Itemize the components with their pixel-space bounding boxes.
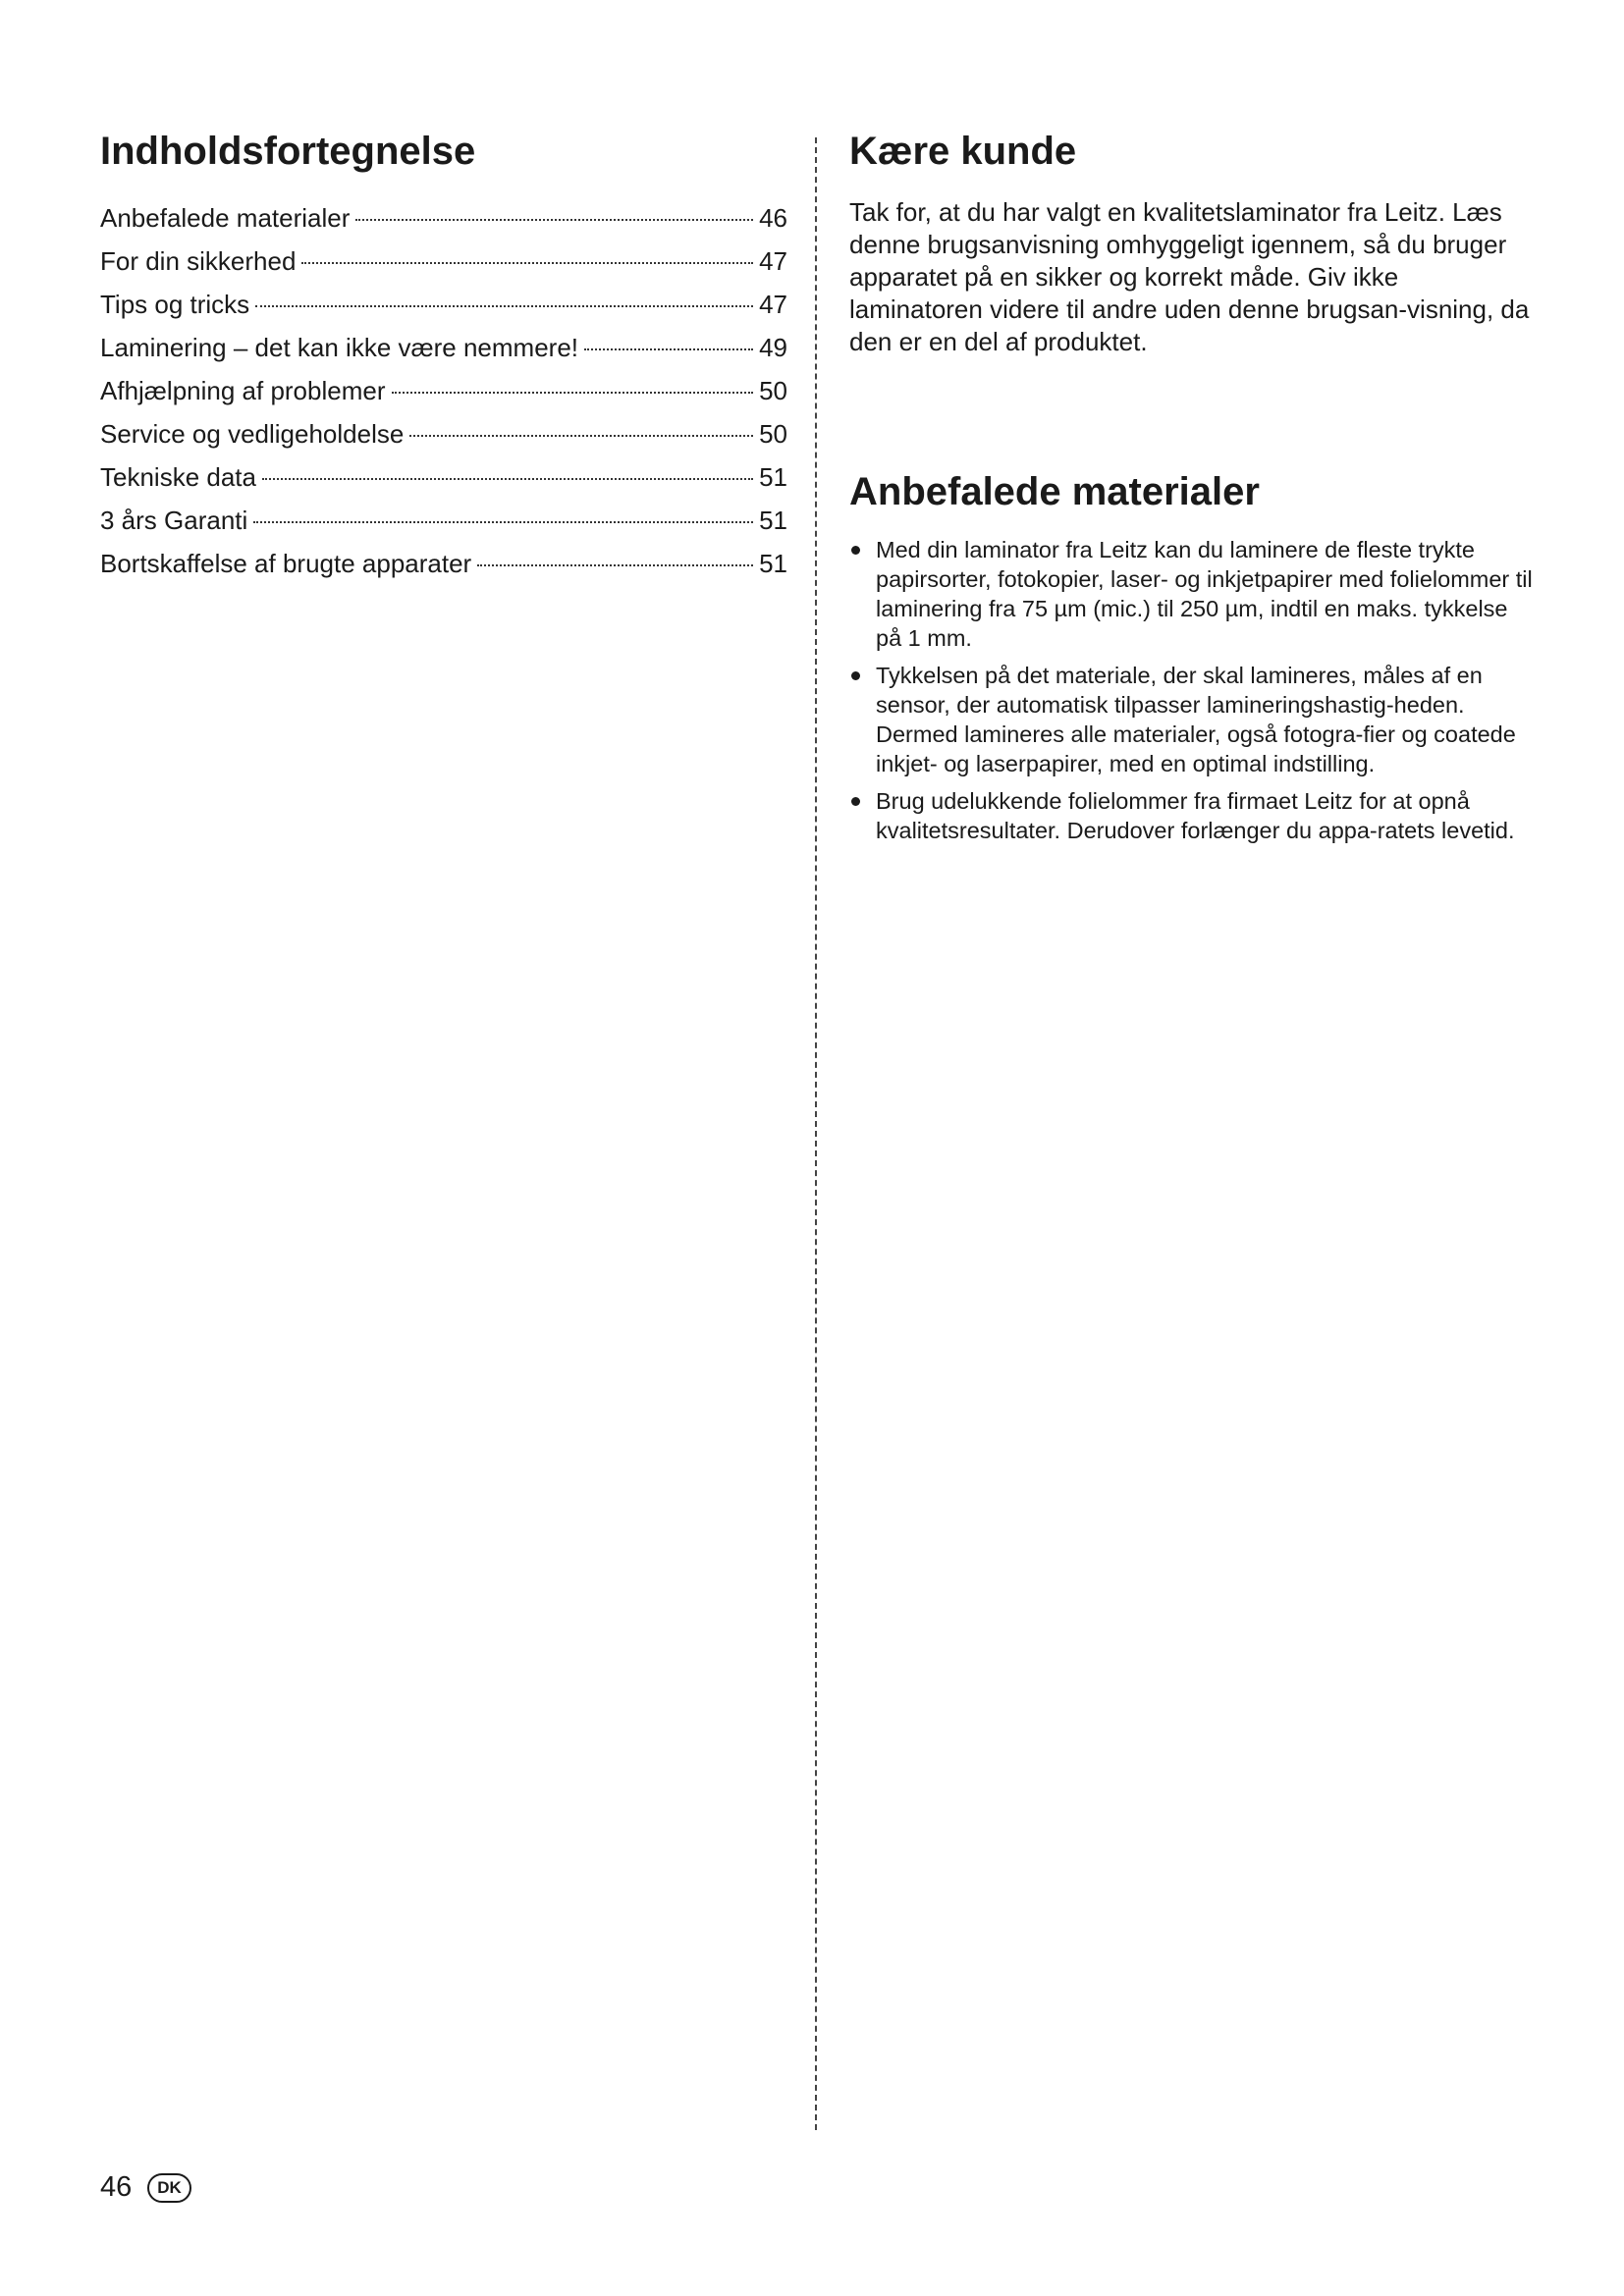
toc-leader	[262, 478, 753, 480]
toc-item[interactable]	[100, 369, 787, 412]
toc-leader	[301, 262, 753, 264]
toc-leader	[255, 305, 753, 307]
toc-item-text: Anbefalede materialer	[100, 203, 351, 233]
toc-item-text: Service og vedligeholdelse	[100, 419, 405, 449]
toc-list	[100, 196, 787, 585]
materials-list	[849, 535, 1537, 845]
toc-item[interactable]	[100, 196, 787, 240]
list-item-text: Tykkelsen på det materiale, der skal lamineres, måles af en sensor, der automatisk tilpasser lamineringshastig-heden. Dermed lamineres alle materialer, også fotogra-fier og coatede inkjet- og laserpapirer, med en optimal indstilling.	[876, 663, 1516, 776]
greeting-body: Tak for, at du har valgt en kvalitetslaminator fra Leitz. Læs denne brugsanvisning omhyggeligt igennem, så du bruger apparatet på en sikker og korrekt måde. Giv ikke laminatoren videre til andre uden denne brugsan-visning, da den er en del af produktet.	[849, 197, 1530, 356]
toc-item-page: 50	[759, 376, 787, 405]
toc-item-text: Bortskaffelse af brugte apparater	[100, 549, 472, 578]
list-item	[849, 535, 1537, 653]
toc-item[interactable]	[100, 455, 787, 499]
toc-item-page: 51	[759, 462, 787, 492]
toc-item-page: 49	[759, 333, 787, 362]
toc-item-page: 47	[759, 290, 787, 319]
toc-item[interactable]	[100, 326, 787, 369]
toc-title: Indholdsfortegnelse	[100, 130, 476, 173]
toc-item-page: 51	[759, 549, 787, 578]
bullet-icon	[851, 671, 860, 680]
toc-item-text: Tips og tricks	[100, 290, 250, 319]
toc-leader	[355, 219, 753, 221]
list-item	[849, 786, 1537, 845]
toc-item-text: For din sikkerhed	[100, 246, 297, 276]
column-divider	[815, 137, 817, 2130]
toc-item-page: 46	[759, 203, 787, 233]
toc-item[interactable]	[100, 412, 787, 455]
bullet-icon	[851, 546, 860, 555]
page-number: 46	[100, 2171, 133, 2203]
toc-leader	[477, 564, 753, 566]
language-badge: DK	[147, 2173, 191, 2203]
toc-item-page: 50	[759, 419, 787, 449]
toc-item[interactable]	[100, 240, 787, 283]
toc-item[interactable]	[100, 542, 787, 585]
toc-item-page: 47	[759, 246, 787, 276]
list-item-text: Brug udelukkende folielommer fra firmaet Leitz for at opnå kvalitetsresultater. Derudover forlænger du appa-ratets levetid.	[876, 788, 1515, 843]
page-footer	[100, 2171, 191, 2204]
toc-item-text: Tekniske data	[100, 462, 256, 492]
toc-item-page: 51	[759, 506, 787, 535]
table-of-contents	[100, 128, 787, 585]
right-column	[849, 128, 1537, 853]
toc-leader	[584, 348, 753, 350]
toc-item-text: Afhjælpning af problemer	[100, 376, 386, 405]
materials-title: Anbefalede materialer	[849, 470, 1260, 513]
list-item-text: Med din laminator fra Leitz kan du laminere de fleste trykte papirsorter, fotokopier, laser- og inkjetpapirer med folielommer til laminering fra 75 µm (mic.) til 250 µm, indtil en maks. tykkelse på 1 mm.	[876, 537, 1533, 651]
toc-item-text: Laminering – det kan ikke være nemmere!	[100, 333, 579, 362]
toc-leader	[392, 392, 754, 394]
bullet-icon	[851, 797, 860, 806]
toc-item[interactable]	[100, 283, 787, 326]
toc-leader	[253, 521, 753, 523]
toc-leader	[409, 435, 753, 437]
toc-item[interactable]	[100, 499, 787, 542]
toc-item-text: 3 års Garanti	[100, 506, 248, 535]
greeting-title: Kære kunde	[849, 130, 1077, 173]
list-item	[849, 661, 1537, 778]
